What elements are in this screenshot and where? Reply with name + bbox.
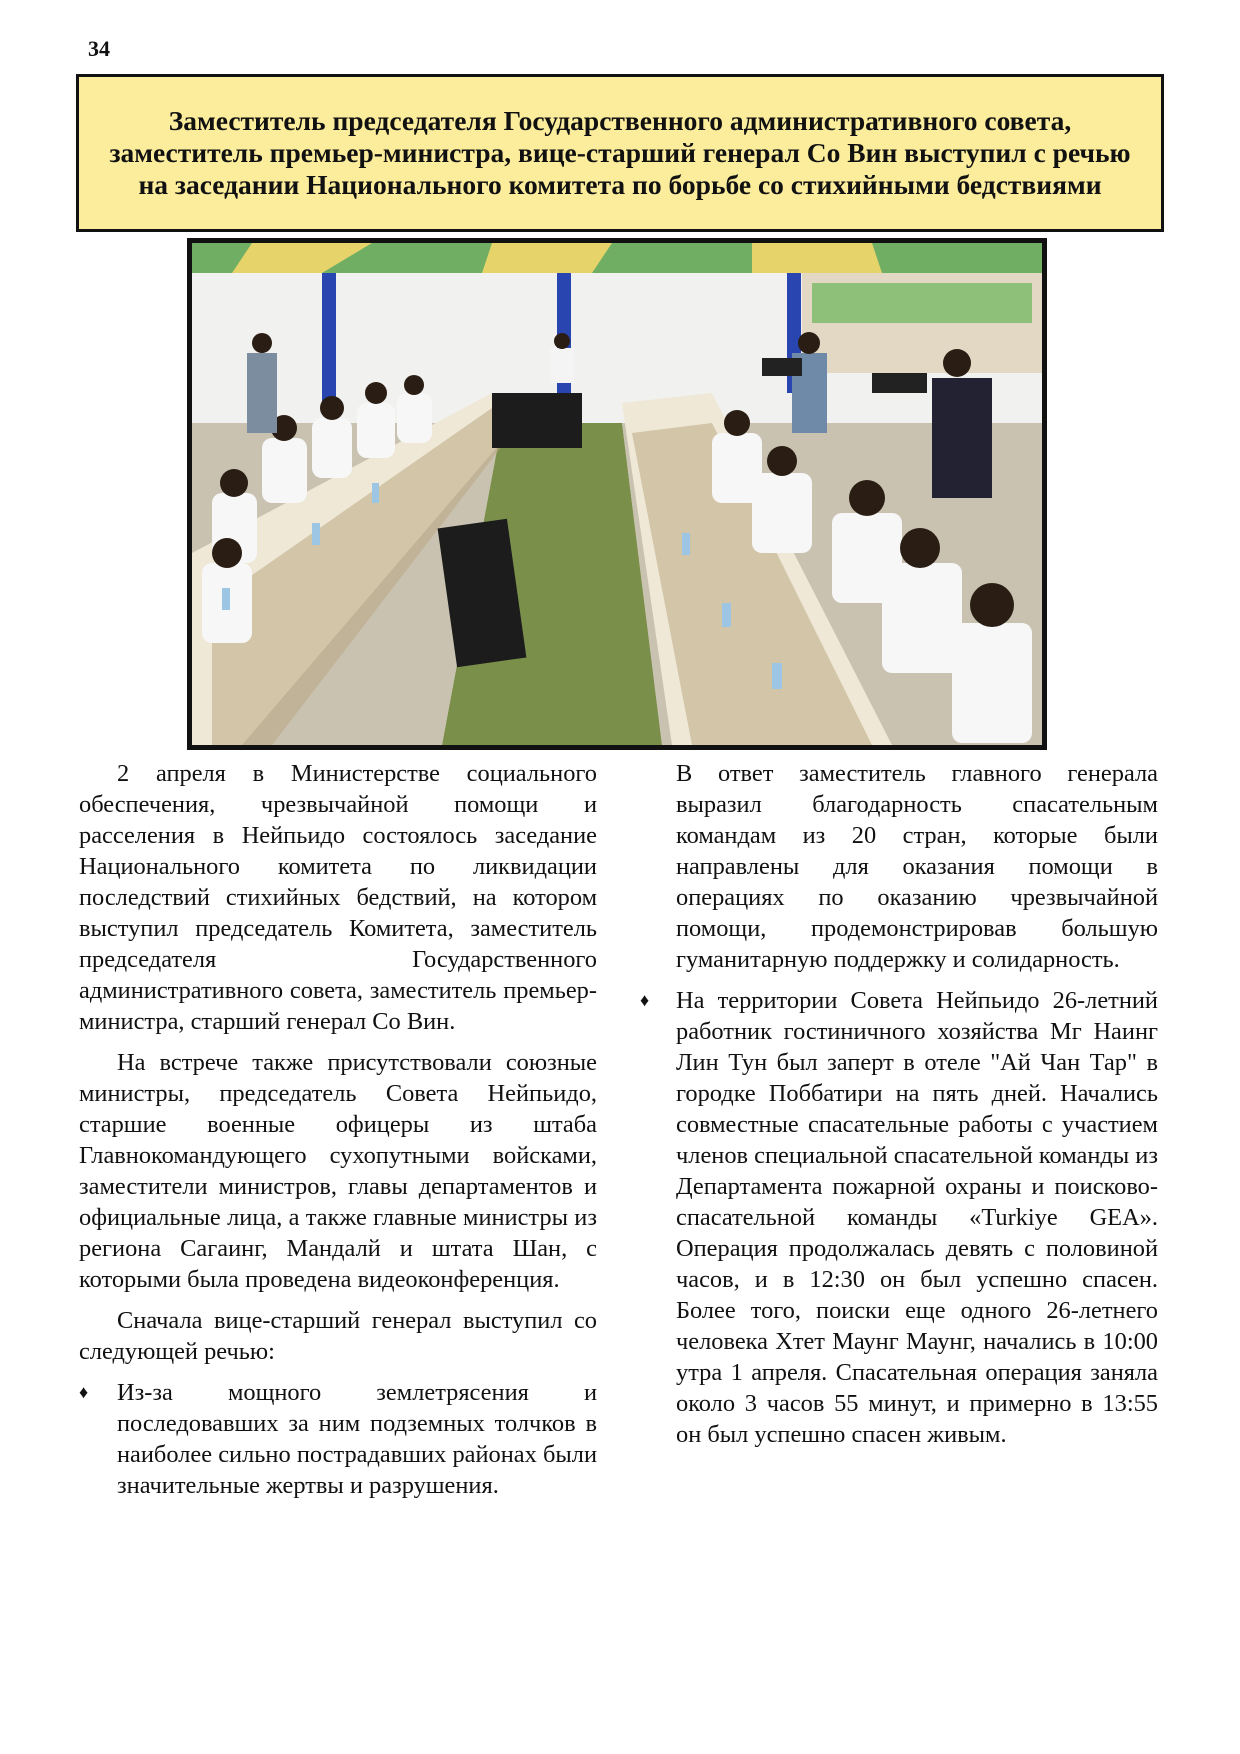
paragraph: В ответ заместитель главного генерала выразил благодарность спасательным командам из 20 стран, которые были направлены для оказания помощи в операциях по оказанию чрезвычайной помощи, продемонстрировав большую гуманитарную поддержку и солидарность.: [676, 760, 1158, 973]
bullet-item: [640, 985, 1158, 1450]
meeting-photo: [187, 238, 1047, 750]
bullet-text: На территории Совета Нейпьидо 26-летний работник гостиничного хозяйства Мг Наинг Лин Тун был заперт в отеле "Ай Чан Тар" в городке Поббатири на пять дней. Начались совместные спасательные работы с участием членов специальной спасательной команды из Департамента пожарной охраны и поисково-спасательной команды «Turkiye GEA». Операция продолжалась девять с половиной часов, и в 12:30 он был успешно спасен. Более того, поиски еще одного 26-летнего человека Хтет Маунг Маунг, начались в 10:00 утра 1 апреля. Спасательная операция заняла около 3 часов 55 минут, и примерно в 13:55 он был успешно спасен живым.: [676, 987, 1158, 1448]
meeting-photo-illustration: [192, 243, 1042, 745]
bullet-text: Из-за мощного землетрясения и последовавших за ним подземных толчков в наиболее сильно пострадавших районах были значительные жертвы и разрушения.: [117, 1379, 597, 1499]
diamond-bullet-icon: ♦: [640, 990, 650, 1010]
left-column: [79, 758, 597, 1511]
headline: Заместитель председателя Государственного административного совета, заместитель премьер-министра, вице-старший генерал Со Вин выступил с речью на заседании Национального комитета по борьбе со стихийными бедствиями: [109, 105, 1131, 200]
bullet-item: [79, 1377, 597, 1501]
paragraph: Сначала вице-старший генерал выступил со следующей речью:: [79, 1307, 597, 1365]
page-number: 34: [88, 36, 110, 61]
paragraph: 2 апреля в Министерстве социального обеспечения, чрезвычайной помощи и расселения в Нейпьидо состоялось заседание Национального комитета по ликвидации последствий стихийных бедствий, на котором выступил председатель Комитета, заместитель председателя Государственного административного совета, заместитель премьер-министра, старший генерал Со Вин.: [79, 760, 597, 1035]
headline-box: [76, 74, 1164, 232]
paragraph: На встрече также присутствовали союзные министры, председатель Совета Нейпьидо, старшие военные офицеры из штаба Главнокомандующего сухопутными войсками, заместители министров, главы департаментов и официальные лица, а также главные министры из региона Сагаинг, Мандалй и штата Шан, с которыми была проведена видеоконференция.: [79, 1049, 597, 1293]
right-column: [640, 758, 1158, 1460]
diamond-bullet-icon: ♦: [79, 1382, 89, 1402]
